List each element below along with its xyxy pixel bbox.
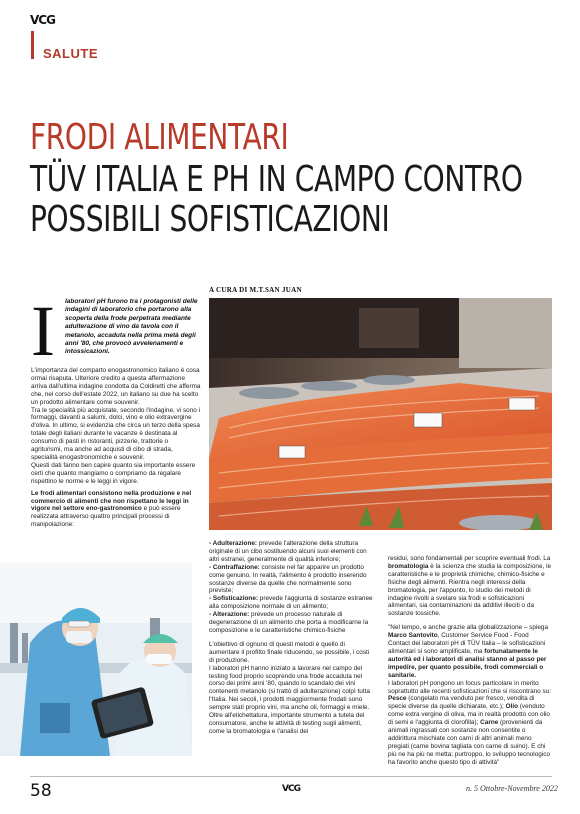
headline-line-2-text: TÜV ITALIA E PH IN CAMPO CONTRO xyxy=(30,159,523,200)
bold-text: fortunatamente le autorità ed i laboratori di analisi stanno al passo per impedire, per quanto possibile, frodi commerciali o sanitarie. xyxy=(388,647,547,679)
paragraph xyxy=(31,490,201,530)
footer-rule xyxy=(30,776,552,777)
headline-line-3-text: POSSIBILI SOFISTICAZIONI xyxy=(30,199,390,240)
fish-market-photo xyxy=(209,298,552,530)
list-item xyxy=(209,540,374,564)
bold-text: Pesce xyxy=(388,695,407,703)
text: prevede un processo naturale di degenerazione di un alimento che porta a modificarne la composizione e le caratteristiche chimico-fisiche xyxy=(209,611,369,634)
list-item xyxy=(209,611,374,635)
text: (provenienti da animali ingrassati con sostanze non consentite o addirittura mischiate con carni di altri animali meno pregiati (carne bovina tagliata con carne di suino). E chi più ne ha più ne metta; purtroppo, lo sviluppo tecnologico ha favorito anche questo tipo di attività" xyxy=(388,719,551,766)
bold-text: bromatologia xyxy=(388,562,429,570)
text: (congelato ma venduto per fresco, vendita di specie diverse da quelle dichiarate, etc.); xyxy=(388,695,535,711)
footer-logo: VCG xyxy=(282,784,300,794)
headline-line-1: FRODI ALIMENTARI xyxy=(30,117,289,158)
paragraph: I laboratori pH hanno iniziato a lavorare nel campo del testing food proprio scoprendo una frode accaduta nel corso dei primi anni '80, quando lo scandalo dei vini contenenti metanolo (si trattò di adulterazione) colpì tutta l'Italia. Nei secoli, i prodotti maggiormente frodati sono sempre stati proprio vini, ma anche oli, formaggi e miele. xyxy=(209,664,370,712)
article-column-2 xyxy=(209,540,374,736)
paragraph xyxy=(388,555,552,618)
text: e può essere realizzata attraverso quattro principali processi di manipolazione: xyxy=(31,505,181,529)
issue-label: n. 5 Ottobre-Novembre 2022 xyxy=(466,784,558,793)
paragraph: Oltre all'etichettatura, importante strumento a tutela del consumatore, anche le attività di testing sugli alimenti, come la bromatologia e l'analisi dei xyxy=(209,712,365,735)
section-accent-bar xyxy=(31,31,34,59)
magazine-logo: VCG xyxy=(30,13,55,27)
paragraph xyxy=(388,624,552,679)
text: , Customer Service Food - Food Contact dei laboratori pH di TÜV Italia – le sofisticazioni alimentari si sono amplificate, ma xyxy=(388,632,546,655)
bold-text: Le frodi alimentari consistono nella produzione e nel commercio di alimenti che non rispettano le leggi in vigore nel settore eno-gastronomico xyxy=(31,489,192,513)
paragraph xyxy=(388,680,552,767)
laboratory-photo xyxy=(0,563,192,756)
text: è la scienza che studia la composizione, le caratteristiche e le proprietà chimiche, chimico-fisiche e fisiche degli alimenti. Rientra negli interessi della bromatologia, per l'appunto, lo studio dei metodi di indagine rivolti a svelare sia frodi e sofisticazioni alimentari, sia contaminazioni da additivi illeciti o da sostanze tossiche. xyxy=(388,562,552,618)
text: prevede l'alterazione della struttura originale di un cibo sostituendo alcuni suoi elementi con altri estranei, generalmente di qualità inferiore; xyxy=(209,540,367,563)
term-label: - Adulterazione: xyxy=(209,540,258,547)
page-number: 58 xyxy=(30,781,52,801)
term-label: - Contraffazione: xyxy=(209,563,260,571)
bold-text: Olio xyxy=(505,703,519,711)
text: (venduto come extra vergine di oliva, ma in realtà prodotto con olio di semi e l'aggiunta di clorofilla); xyxy=(388,703,550,727)
author-byline: A CURA DI M.T.SAN JUAN xyxy=(209,286,302,294)
paragraph: L'importanza del comparto enogastronomico italiano è cosa ormai risaputa. Ulteriore credito a questa affermazione arriva dall'ultima indagine condotta da Coldiretti che afferma che, nel corso dell'estate 2022, un italiano su due ha scelto un prodotto alimentare come souvenir. xyxy=(31,367,201,406)
list-item xyxy=(209,564,374,596)
article-column-1 xyxy=(31,367,201,529)
paragraph: Questi dati fanno ben capire quanto sia importante essere certi che quanto mangiamo o compriamo da regalare rispettino le norme e le leggi in vigore. xyxy=(31,461,196,485)
text: I laboratori pH pongono un focus particolare in merito soprattutto alle recenti sofisticazioni che si riscontrano su: xyxy=(388,679,552,695)
bold-text: Marco Santovito xyxy=(388,632,438,640)
list-item xyxy=(209,595,374,611)
text: prevede l'aggiunta di sostanze estranee alla composizione normale di un alimento; xyxy=(209,595,373,611)
article-column-3 xyxy=(388,555,552,767)
term-label: - Alterazione: xyxy=(209,611,250,619)
lead-paragraph: laboratori pH furono tra i protagonisti delle indagini di laboratorio che portarono alla scoperta della frode perpetrata mediante adulterazione di vino da tavola con il metanolo, accaduta nella prima metà degli anni '80, che provocò avvelenamenti e intossicazioni. xyxy=(65,298,198,356)
term-label: - Sofisticazione: xyxy=(209,595,259,603)
text: residui, sono fondamentali per scoprire eventuali frodi. La xyxy=(388,555,551,562)
paragraph: L'obiettivo di ognuno di questi metodi è quello di aumentare il profitto finale riducendo, se possibile, i costi di produzione. xyxy=(209,640,370,664)
text: consiste nel far apparire un prodotto come genuino. In realtà, l'alimento è prodotto inserendo sostanze diverse da quelle che normalmente sono previste; xyxy=(209,563,367,595)
text: "Nel tempo, e anche grazie alla globalizzazione – spiega xyxy=(388,624,549,632)
drop-cap: I xyxy=(31,291,55,371)
paragraph: Tra le specialità più acquistate, secondo l'indagine, vi sono i formaggi, davanti a salumi, dolci, vino e olio extravergine d'oliva. In ultimo, si evidenzia che circa un terzo della spesa totale degli italiani durante le vacanze è destinata al consumo di pasti in ristoranti, pizzerie, trattorie o agriturismi, ma anche ad acquisti di cibo di strada, specialità enogastronomiche e souvenir. xyxy=(31,406,201,461)
headline-line-2 xyxy=(30,160,523,240)
bold-text: Carne xyxy=(480,719,499,727)
section-label: SALUTE xyxy=(43,46,98,61)
